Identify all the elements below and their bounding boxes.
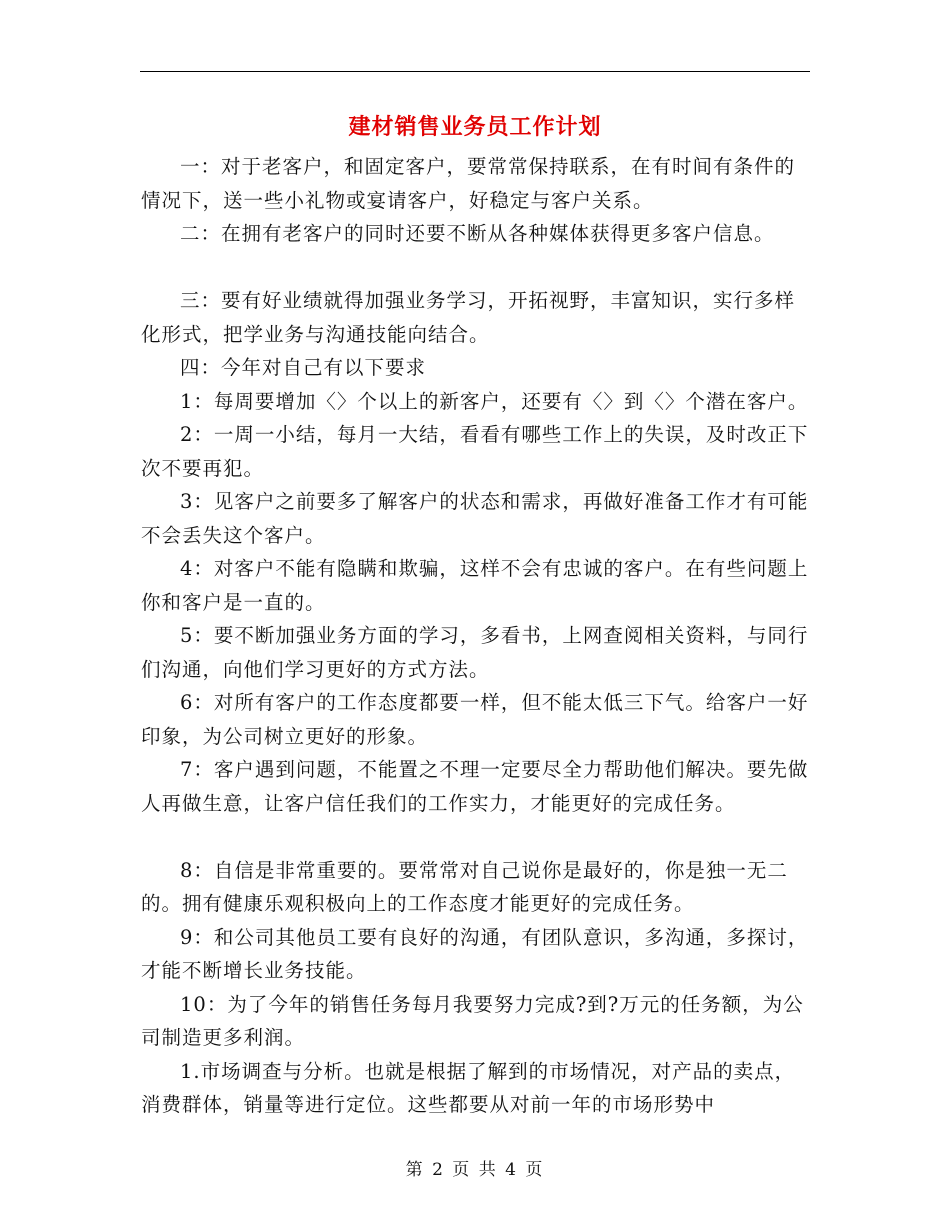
list-item-6: 6：对所有客户的工作态度都要一样，但不能太低三下气。给客户一好印象，为公司树立更好的形象。 [141, 691, 809, 748]
header-rule [140, 71, 810, 72]
list-item-10: 10：为了今年的销售任务每月我要努力完成?到?万元的任务额，为公司制造更多利润。 [141, 992, 804, 1049]
paragraph-1: 一：对于老客户，和固定客户，要常常保持联系，在有时间有条件的情况下，送一些小礼物或宴请客户，好稳定与客户关系。 [141, 155, 796, 212]
document-title: 建材销售业务员工作计划 [348, 114, 602, 140]
list-item-7: 7：客户遇到问题，不能置之不理一定要尽全力帮助他们解决。要先做人再做生意，让客户信任我们的工作实力，才能更好的完成任务。 [141, 758, 809, 815]
blank-line [141, 820, 811, 854]
list-item-1: 1：每周要增加〈〉个以上的新客户，还要有〈〉到〈〉个潜在客户。 [180, 389, 809, 413]
list-item-3: 3：见客户之前要多了解客户的状态和需求，再做好准备工作才有可能不会丢失这个客户。 [141, 490, 809, 547]
blank-line [141, 251, 811, 285]
paragraph-4: 四：今年对自己有以下要求 [180, 356, 427, 379]
list-item-4: 4：对客户不能有隐瞒和欺骗，这样不会有忠诚的客户。在有些问题上你和客户是一直的。 [141, 557, 809, 614]
page-number: 第 2 页 共 4 页 [405, 1160, 545, 1180]
list-item-2: 2：一周一小结，每月一大结，看看有哪些工作上的失误，及时改正下次不要再犯。 [141, 423, 809, 480]
list-item-8: 8：自信是非常重要的。要常常对自己说你是最好的，你是独一无二的。拥有健康乐观积极向上的工作态度才能更好的完成任务。 [141, 858, 788, 915]
list-item-5: 5：要不断加强业务方面的学习，多看书，上网查阅相关资料，与同行们沟通，向他们学习更好的方式方法。 [141, 624, 809, 681]
paragraph-3: 三：要有好业绩就得加强业务学习，开拓视野，丰富知识，实行多样化形式，把学业务与沟通技能向结合。 [141, 289, 796, 346]
paragraph-market-analysis: 1.市场调查与分析。也就是根据了解到的市场情况，对产品的卖点，消费群体，销量等进行定位。这些都要从对前一年的市场形势中 [141, 1059, 796, 1116]
paragraph-2: 二：在拥有老客户的同时还要不断从各种媒体获得更多客户信息。 [180, 222, 775, 245]
document-body [141, 150, 811, 1122]
list-item-9: 9：和公司其他员工要有良好的沟通，有团队意识，多沟通，多探讨，才能不断增长业务技能。 [141, 925, 809, 982]
